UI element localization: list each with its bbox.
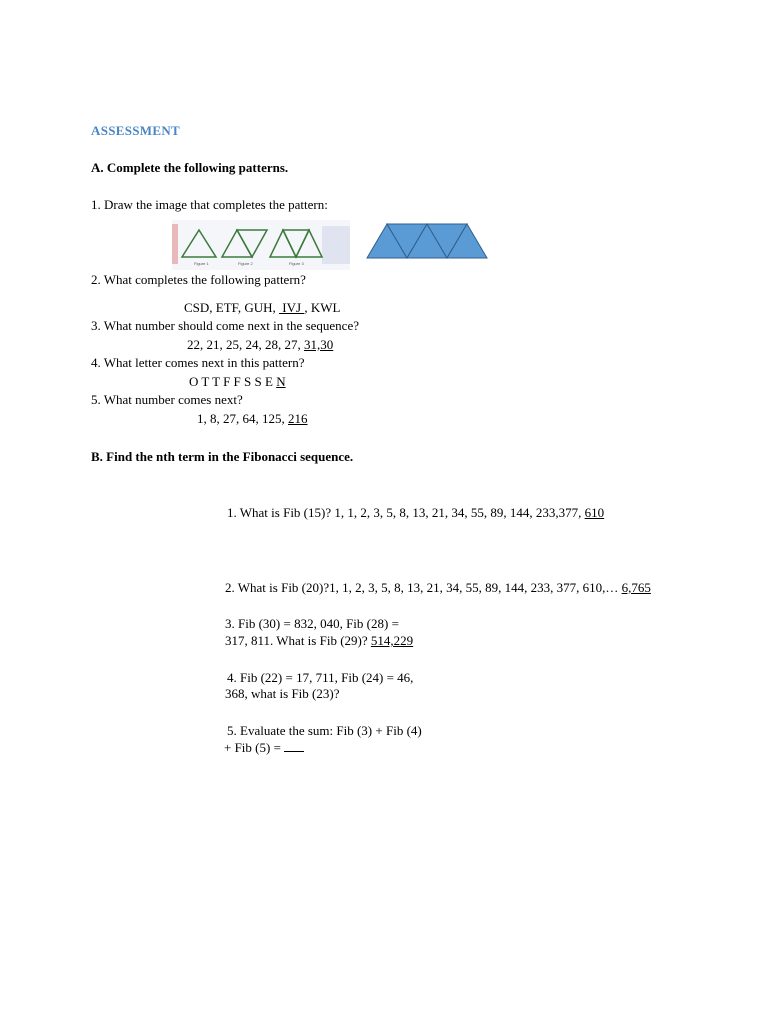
answer: 514,229: [370, 633, 414, 648]
page-title: ASSESSMENT: [91, 123, 180, 138]
question-text: 317, 811. What is Fib (29)?: [225, 633, 371, 648]
question-text: 1. What is Fib (15)? 1, 1, 2, 3, 5, 8, 13, 21, 34, 55, 89, 144, 233,377,: [227, 505, 585, 520]
section-b-heading: B. Find the nth term in the Fibonacci sequence.: [91, 449, 354, 464]
sequence-text: 1, 8, 27, 64, 125,: [197, 411, 288, 426]
question-a2-prompt: 2. What completes the following pattern?: [91, 272, 306, 287]
answer: 31,30: [304, 337, 334, 352]
question-b5-line1: 5. Evaluate the sum: Fib (3) + Fib (4): [227, 723, 422, 738]
question-a5-prompt: 5. What number comes next?: [91, 392, 243, 407]
question-a3-sequence: [187, 337, 333, 353]
question-a4-sequence: [189, 374, 286, 390]
answer-blank[interactable]: [284, 740, 304, 752]
answer: IVJ: [279, 300, 305, 315]
figure-1-label: Figure 1: [194, 261, 209, 266]
answer: N: [276, 374, 286, 389]
question-a2-sequence: [184, 300, 340, 316]
answer: 610: [584, 505, 605, 520]
sequence-text: , KWL: [304, 300, 341, 315]
question-a5-sequence: [197, 411, 308, 427]
question-b2: [225, 580, 651, 596]
triangle-pattern-image: [172, 220, 350, 270]
sequence-text: 22, 21, 25, 24, 28, 27,: [187, 337, 304, 352]
question-b1: [227, 505, 604, 521]
figure-3-label: Figure 3: [289, 261, 304, 266]
question-b5-line2: [224, 740, 304, 756]
question-b4-line2: 368, what is Fib (23)?: [225, 686, 340, 701]
question-b3-line1: 3. Fib (30) = 832, 040, Fib (28) =: [225, 616, 399, 631]
question-text: 2. What is Fib (20)?1, 1, 2, 3, 5, 8, 13, 21, 34, 55, 89, 144, 233, 377, 610,…: [225, 580, 622, 595]
figure-2-label: Figure 2: [238, 261, 253, 266]
answer: 216: [288, 411, 308, 426]
question-b3-line2: [225, 633, 413, 649]
blue-triangles-answer: [366, 222, 490, 260]
question-a1-prompt: 1. Draw the image that completes the pattern:: [91, 197, 328, 212]
question-b4-line1: 4. Fib (22) = 17, 711, Fib (24) = 46,: [227, 670, 414, 685]
question-text: + Fib (5) =: [224, 740, 285, 755]
answer: 6,765: [621, 580, 651, 595]
sequence-text: CSD, ETF, GUH,: [184, 300, 280, 315]
question-a4-prompt: 4. What letter comes next in this pattern?: [91, 355, 305, 370]
sequence-text: O T T F F S S E: [189, 374, 277, 389]
section-a-heading: A. Complete the following patterns.: [91, 160, 289, 175]
question-a3-prompt: 3. What number should come next in the sequence?: [91, 318, 359, 333]
